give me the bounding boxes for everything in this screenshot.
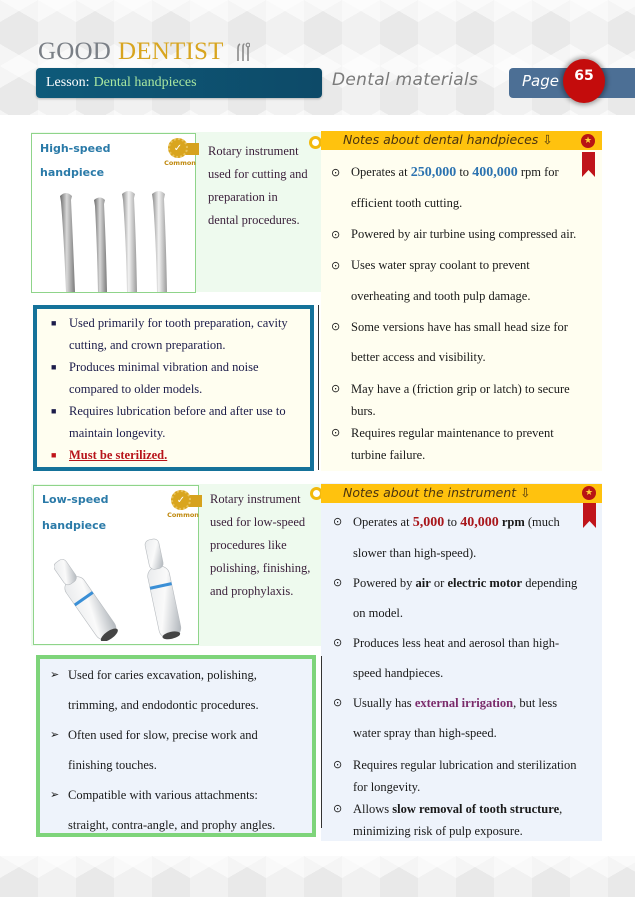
circle-dot-icon: ⊙ (333, 758, 343, 771)
arrow-bullet-icon: ➢ (50, 729, 60, 741)
check-icon: ✓ (171, 490, 191, 510)
handpiece-2 (94, 198, 107, 293)
note-item: ⊙ Uses water spray coolant to prevent overheating and tooth pulp damage. (331, 250, 593, 312)
high-speed-notes-list (331, 157, 593, 466)
check-icon: ✓ (168, 138, 188, 158)
low-speed-handpiece-image (54, 526, 194, 641)
note-item: ⊙ May have a (friction grip or latch) to secure burs. (331, 378, 593, 422)
contra-angle-2 (140, 537, 183, 641)
subject-title: Dental materials (332, 70, 479, 90)
common-badge: ✓ Common (166, 490, 200, 524)
circle-dot-icon: ⊙ (333, 515, 343, 528)
list-item: ■ Produces minimal vibration and noise compared to older models. (51, 360, 259, 396)
arrow-bullet-icon: ➢ (50, 789, 60, 801)
circle-dot-icon: ⊙ (331, 382, 341, 395)
circle-dot-icon: ⊙ (331, 228, 341, 241)
note-item: ⊙ Powered by air or electric motor depending on model. (333, 568, 595, 628)
list-item-sterilize: ■ Must be sterilized. (51, 448, 168, 462)
circle-dot-icon: ⊙ (331, 259, 341, 272)
notes-title: Notes about the instrument ⇩ (343, 485, 531, 500)
common-badge: ✓ Common (163, 138, 197, 172)
brand-good: GOOD (38, 38, 112, 65)
circle-dot-icon: ⊙ (333, 576, 343, 589)
star-icon: ★ (581, 134, 595, 148)
card-title-line1: High-speed (40, 142, 111, 155)
note-item: ⊙ Powered by air turbine using compressed air. (331, 219, 593, 250)
high-speed-features-list (37, 312, 288, 466)
circle-dot-icon: ⊙ (331, 426, 341, 439)
note-item: ⊙ Some versions have has small head size for better access and visibility. (331, 312, 593, 372)
contra-angle-1 (54, 555, 121, 641)
high-speed-handpiece-image (52, 186, 182, 292)
handpiece-1 (60, 193, 75, 292)
note-item: ⊙ Requires regular lubrication and sterilization for longevity. (333, 754, 595, 798)
notes-header (321, 131, 602, 150)
note-item: ⊙ Produces less heat and aerosol than high- speed handpieces. (333, 628, 595, 688)
circle-dot-icon: ⊙ (333, 802, 343, 815)
note-item: ⊙ Operates at 250,000 to 400,000 rpm for efficient tooth cutting. (331, 157, 593, 219)
page-label: Page (522, 72, 559, 90)
brand-logo (38, 38, 250, 66)
list-item: ➢ Used for caries excavation, polishing, trimming, and endodontic procedures. (36, 660, 275, 720)
low-speed-notes-list (333, 507, 595, 842)
footer-background (0, 856, 635, 897)
circle-dot-icon: ⊙ (331, 166, 341, 179)
list-item: ■ Used primarily for tooth preparation, cavity cutting, and crown preparation. (51, 316, 288, 352)
brand-dentist: DENTIST (118, 38, 224, 65)
circle-dot-icon: ⊙ (333, 636, 343, 649)
low-speed-image-card (33, 485, 199, 645)
note-item: ⊙ Allows slow removal of tooth structure, minimizing risk of pulp exposure. (333, 798, 595, 842)
note-item: ⊙ Operates at 5,000 to 40,000 rpm (much slower than high-speed). (333, 507, 595, 568)
lesson-label: Lesson: (46, 75, 90, 90)
high-speed-intro: Rotary instrument used for cutting and preparation in dental procedures. (208, 144, 308, 227)
notes-title: Notes about dental handpieces ⇩ (343, 132, 553, 147)
arrow-bullet-icon: ➢ (50, 669, 60, 681)
lesson-title: Dental handpieces (93, 75, 197, 90)
low-speed-intro: Rotary instrument used for low-speed procedures like polishing, finishing, and prophylaxis. (210, 492, 311, 598)
list-item: ➢ Often used for slow, precise work and finishing touches. (36, 720, 275, 780)
circle-dot-icon: ⊙ (333, 696, 343, 709)
star-icon: ★ (582, 486, 596, 500)
dental-tools-icon (236, 42, 250, 62)
divider (321, 656, 322, 828)
handpiece-3 (122, 191, 137, 292)
list-item: ■ Requires lubrication before and after use to maintain longevity. (51, 404, 286, 440)
list-item: ➢ Compatible with various attachments: straight, contra-angle, and prophy angles. (36, 780, 275, 840)
handpiece-4 (152, 191, 167, 292)
circle-dot-icon: ⊙ (331, 320, 341, 333)
high-speed-image-card (31, 133, 196, 293)
note-item: ⊙ Requires regular maintenance to prevent turbine failure. (331, 422, 593, 466)
divider (318, 305, 319, 470)
card-title-line2: handpiece (40, 166, 105, 179)
page-number: 65 (563, 59, 605, 103)
notes-header (321, 484, 602, 503)
lesson-bar (36, 68, 322, 98)
card-title-line2: handpiece (42, 519, 107, 532)
card-title-line1: Low-speed (42, 493, 109, 506)
low-speed-features-list (36, 660, 275, 840)
note-item: ⊙ Usually has external irrigation, but less water spray than high-speed. (333, 688, 595, 748)
